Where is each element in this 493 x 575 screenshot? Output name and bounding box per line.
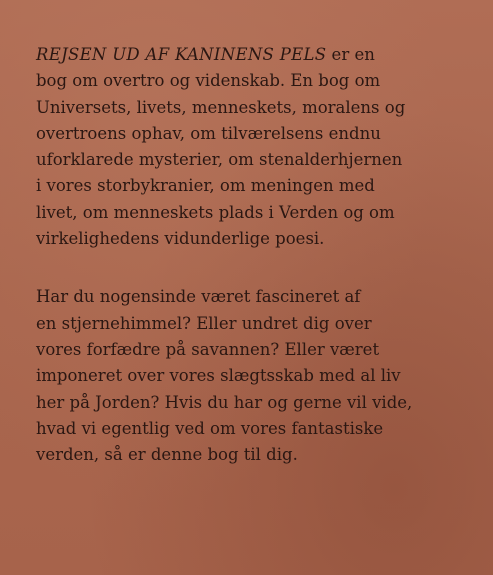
blurb-text (36, 42, 484, 468)
paragraph-1 (36, 42, 484, 252)
paragraph-1-line-1-rest: er en (326, 45, 375, 64)
paragraph-2-line-1: Har du nogensinde været fascineret af (36, 287, 361, 307)
paragraph-1-line-7: livet, om menneskets plads i Verden og om (36, 202, 395, 222)
paragraph-gap (36, 252, 484, 284)
paragraph-1-line-2: bog om overtro og videnskab. En bog om (36, 71, 381, 91)
book-title: REJSEN UD AF KANINENS PELS (36, 45, 327, 64)
paragraph-2-line-4: imponeret over vores slægtsskab med al liv (36, 366, 401, 386)
paragraph-2 (36, 284, 484, 468)
paragraph-1-line-8: virkelighedens vidunderlige poesi. (36, 229, 325, 249)
paragraph-1-line-1 (36, 42, 484, 68)
paragraph-1-line-6: i vores storbykranier, om meningen med (36, 176, 375, 196)
paragraph-1-line-5: uforklarede mysterier, om stenalderhjernen (36, 150, 403, 170)
paragraph-2-line-5: her på Jorden? Hvis du har og gerne vil vide, (36, 392, 413, 412)
paragraph-2-line-6: hvad vi egentlig ved om vores fantastiske (36, 418, 384, 438)
paragraph-1-line-4: overtroens ophav, om tilværelsens endnu (36, 123, 381, 143)
paragraph-2-line-3: vores forfædre på savannen? Eller været (36, 339, 380, 359)
paragraph-1-line-3: Universets, livets, menneskets, moralens og (36, 97, 406, 117)
paragraph-2-line-7: verden, så er denne bog til dig. (36, 445, 298, 465)
paragraph-2-line-2: en stjernehimmel? Eller undret dig over (36, 313, 372, 333)
